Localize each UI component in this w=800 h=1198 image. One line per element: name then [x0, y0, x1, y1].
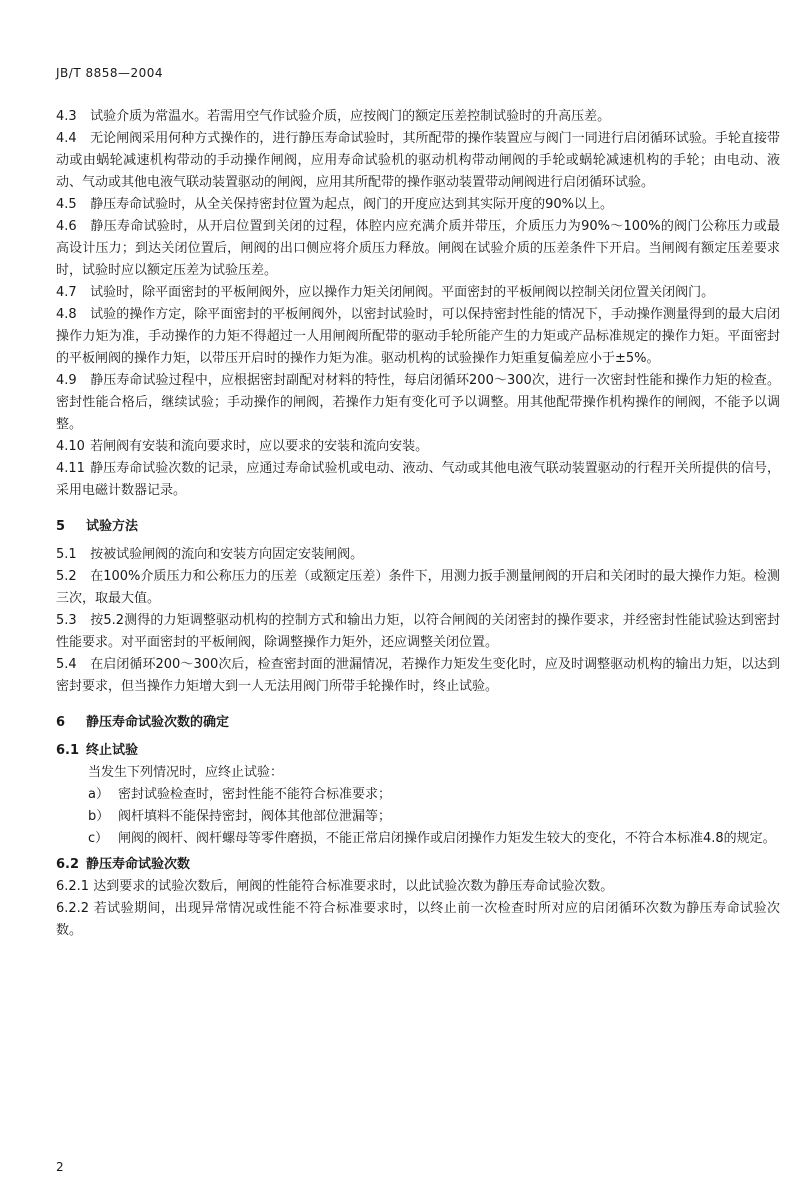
subsection-6-1-list	[56, 784, 780, 850]
clause-paragraph	[56, 610, 780, 654]
list-item	[88, 784, 780, 806]
clause-number: 4.10	[56, 439, 85, 454]
clause-text: 试验的操作方定，除平面密封的平板闸阀外，以密封试验时，可以保持密封性能的情况下，手动操作测量得到的最大启闭操作力矩为准，手动操作的力矩不得超过一人用闸阀所配带的驱动手轮所能产生的力矩或产品标准规定的操作力矩。平面密封的平板闸阀的操作力矩，以带压开启时的操作力矩为准。驱动机构的试验操作力矩重复偏差应小于±5%。	[56, 307, 780, 366]
section-5-clauses	[56, 544, 780, 698]
clause-paragraph	[56, 370, 780, 436]
subsection-6-1-heading: 6.1 终止试验	[56, 743, 139, 758]
clause-paragraph	[56, 654, 780, 698]
clause-paragraph	[56, 194, 780, 216]
list-item-text: 闸阀的阀杆、阀杆螺母等零件磨损，不能正常启闭操作或启闭操作力矩发生较大的变化，不符合本标准4.8的规定。	[118, 831, 776, 846]
clause-paragraph	[56, 216, 780, 282]
clause-number: 6.2.2	[56, 901, 90, 916]
subsection-6-2-clauses	[56, 876, 780, 942]
list-item	[88, 806, 780, 828]
clause-paragraph	[56, 106, 780, 128]
section-6-heading: 6 静压寿命试验次数的确定	[56, 715, 230, 730]
clause-text: 按被试验闸阀的流向和安装方向固定安装闸阀。	[90, 547, 364, 562]
clause-text: 试验介质为常温水。若需用空气作试验介质，应按阀门的额定压差控制试验时的升高压差。	[90, 109, 611, 124]
list-item-marker: b）	[88, 809, 110, 824]
list-item-text: 密封试验检查时，密封性能不能符合标准要求；	[118, 787, 392, 802]
section-5-heading: 5 试验方法	[56, 519, 139, 534]
clause-number: 5.2	[56, 569, 77, 584]
clause-number: 4.5	[56, 197, 77, 212]
clause-text: 试验时，除平面密封的平板闸阀外，应以操作力矩关闭闸阀。平面密封的平板闸阀以控制关闭位置关闭阀门。	[90, 285, 715, 300]
clause-number: 6.2.1	[56, 879, 90, 894]
clause-paragraph	[56, 544, 780, 566]
clause-number: 4.11	[56, 461, 85, 476]
clause-paragraph	[56, 436, 780, 458]
clause-text: 静压寿命试验次数的记录，应通过寿命试验机或电动、液动、气动或其他电液气联动装置驱动的行程开关所提供的信号，采用电磁计数器记录。	[56, 461, 780, 498]
clause-text: 在启闭循环200～300次后，检查密封面的泄漏情况，若操作力矩发生变化时，应及时调整驱动机构的输出力矩，以达到密封要求，但当操作力矩增大到一人无法用阀门所带手轮操作时，终止试验。	[56, 657, 780, 694]
clause-text: 在100%介质压力和公称压力的压差（或额定压差）条件下，用测力扳手测量闸阀的开启和关闭时的最大操作力矩。检测三次，取最大值。	[56, 569, 780, 606]
clause-paragraph	[56, 876, 780, 898]
list-item	[88, 828, 780, 850]
clause-paragraph	[56, 898, 780, 942]
clause-number: 5.1	[56, 547, 77, 562]
subsection-6-1-intro: 当发生下列情况时，应终止试验：	[88, 765, 284, 780]
clause-text: 若试验期间，出现异常情况或性能不符合标准要求时，以终止前一次检查时所对应的启闭循环次数为静压寿命试验次数。	[56, 901, 780, 938]
document-body	[56, 106, 780, 942]
clause-text: 静压寿命试验时，从全关保持密封位置为起点，阀门的开度应达到其实际开度的90%以上。	[90, 197, 614, 212]
clause-paragraph	[56, 458, 780, 502]
clause-text: 静压寿命试验过程中，应根据密封副配对材料的特性，每启闭循环200～300次，进行一次密封性能和操作力矩的检查。密封性能合格后，继续试验；手动操作的闸阀，若操作力矩有变化可予以调整。用其他配带操作机构操作的闸阀，不能予以调整。	[56, 373, 780, 432]
section-4-clauses	[56, 106, 780, 502]
clause-text: 无论闸阀采用何种方式操作的，进行静压寿命试验时，其所配带的操作装置应与阀门一同进行启闭循环试验。手轮直接带动或由蜗轮减速机构带动的手动操作闸阀，应用寿命试验机的驱动机构带动闸阀的手轮或蜗轮减速机构的手轮；由电动、液动、气动或其他电液气联动装置驱动的闸阀，应用其所配带的操作驱动装置带动闸阀进行启闭循环试验。	[56, 131, 780, 190]
clause-paragraph	[56, 566, 780, 610]
clause-number: 5.4	[56, 657, 77, 672]
clause-paragraph	[56, 128, 780, 194]
clause-number: 4.8	[56, 307, 77, 322]
clause-text: 静压寿命试验时，从开启位置到关闭的过程，体腔内应充满介质并带压，介质压力为90%～100%的阀门公称压力或最高设计压力；到达关闭位置后，闸阀的出口侧应将介质压力释放。闸阀在试验介质的压差条件下开启。当闸阀有额定压差要求时，试验时应以额定压差为试验压差。	[56, 219, 781, 278]
subsection-6-2-heading: 6.2 静压寿命试验次数	[56, 857, 191, 872]
clause-paragraph	[56, 304, 780, 370]
page-number: 2	[56, 1160, 64, 1174]
list-item-marker: a）	[88, 787, 109, 802]
clause-number: 4.4	[56, 131, 77, 146]
clause-text: 若闸阀有安装和流向要求时，应以要求的安装和流向安装。	[90, 439, 429, 454]
clause-number: 4.9	[56, 373, 77, 388]
list-item-marker: c）	[88, 831, 109, 846]
clause-number: 4.6	[56, 219, 77, 234]
clause-number: 4.7	[56, 285, 77, 300]
list-item-text: 阀杆填料不能保持密封，阀体其他部位泄漏等；	[118, 809, 392, 824]
clause-paragraph	[56, 282, 780, 304]
clause-number: 4.3	[56, 109, 77, 124]
clause-text: 达到要求的试验次数后，闸阀的性能符合标准要求时，以此试验次数为静压寿命试验次数。	[93, 879, 614, 894]
clause-number: 5.3	[56, 613, 77, 628]
clause-text: 按5.2测得的力矩调整驱动机构的控制方式和输出力矩，以符合闸阀的关闭密封的操作要求，并经密封性能试验达到密封性能要求。对平面密封的平板闸阀，除调整操作力矩外，还应调整关闭位置。	[56, 613, 780, 650]
standard-code-header: JB/T 8858—2004	[56, 66, 164, 80]
